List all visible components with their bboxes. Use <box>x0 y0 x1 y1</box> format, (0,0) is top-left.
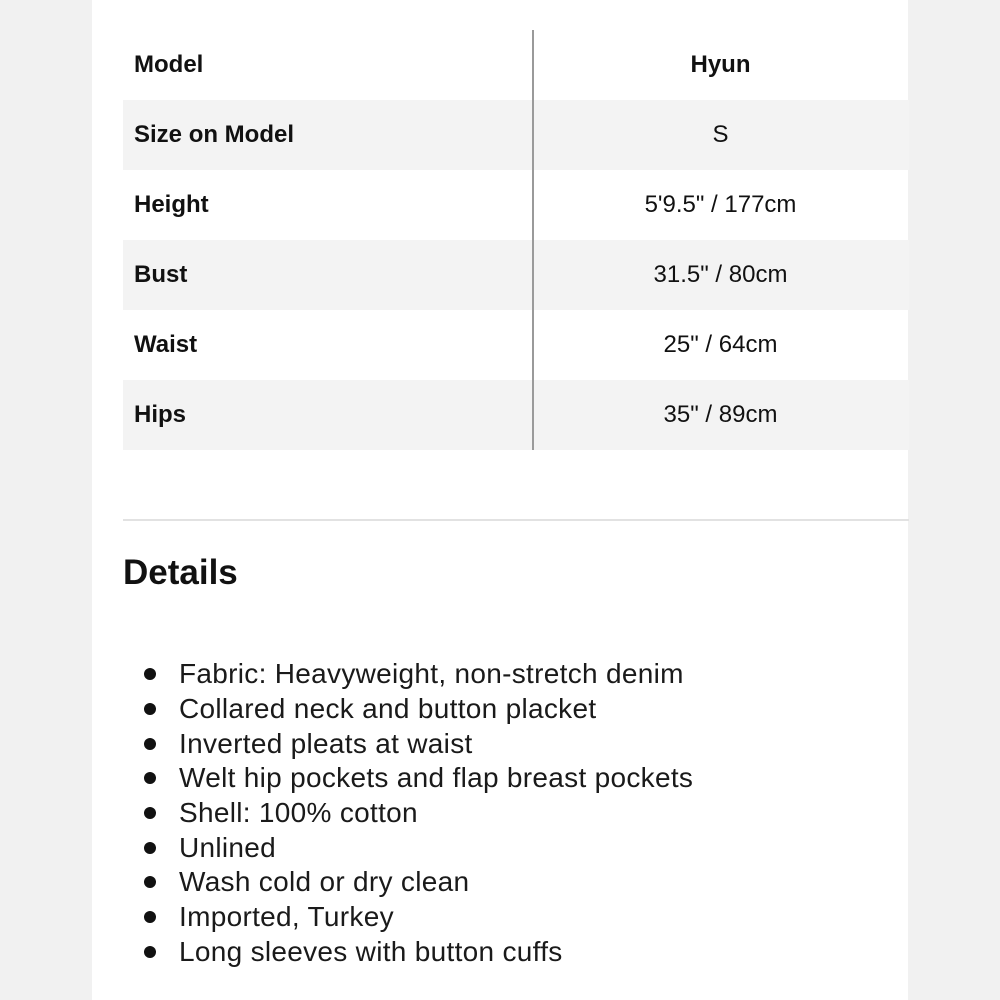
list-item-text: Fabric: Heavyweight, non-stretch denim <box>179 658 684 690</box>
row-value: 5'9.5" / 177cm <box>644 191 797 218</box>
list-item-text: Long sleeves with button cuffs <box>179 935 563 967</box>
bullet-icon <box>144 703 156 715</box>
list-item <box>144 726 693 761</box>
bullet-icon <box>144 946 156 958</box>
list-item <box>144 692 693 727</box>
list-item <box>144 865 693 900</box>
list-item-text: Imported, Turkey <box>179 901 394 933</box>
list-item <box>144 796 693 831</box>
bullet-icon <box>144 772 156 784</box>
table-row-height <box>123 170 909 240</box>
row-value: 31.5" / 80cm <box>653 261 788 288</box>
model-fit-table <box>123 30 909 450</box>
list-item <box>144 761 693 796</box>
row-label: Height <box>134 191 209 218</box>
bullet-icon <box>144 738 156 750</box>
row-label: Bust <box>134 261 188 288</box>
row-label: Waist <box>134 331 198 358</box>
bullet-icon <box>144 842 156 854</box>
bullet-icon <box>144 876 156 888</box>
row-label: Hips <box>134 401 187 428</box>
table-row-waist <box>123 310 909 380</box>
row-value: Hyun <box>690 51 751 78</box>
list-item-text: Inverted pleats at waist <box>179 727 473 759</box>
table-row-hips <box>123 380 909 450</box>
row-value: S <box>712 121 729 148</box>
table-row-bust <box>123 240 909 310</box>
bullet-icon <box>144 807 156 819</box>
details-list <box>144 657 693 969</box>
list-item-text: Collared neck and button placket <box>179 693 597 725</box>
row-value: 25" / 64cm <box>663 331 778 358</box>
list-item <box>144 935 693 970</box>
list-item-text: Wash cold or dry clean <box>179 866 470 898</box>
list-item <box>144 900 693 935</box>
table-row-model <box>123 30 909 100</box>
list-item <box>144 657 693 692</box>
row-value: 35" / 89cm <box>663 401 778 428</box>
product-info-page <box>92 0 908 1000</box>
row-label: Model <box>134 51 204 78</box>
column-divider <box>532 30 534 450</box>
row-label: Size on Model <box>134 121 295 148</box>
list-item-text: Shell: 100% cotton <box>179 797 418 829</box>
list-item-text: Unlined <box>179 831 277 863</box>
list-item <box>144 830 693 865</box>
list-item-text: Welt hip pockets and flap breast pockets <box>179 762 694 794</box>
table-row-size-on-model <box>123 100 909 170</box>
bullet-icon <box>144 911 156 923</box>
bullet-icon <box>144 668 156 680</box>
section-divider <box>123 519 909 521</box>
details-heading: Details <box>123 553 238 592</box>
